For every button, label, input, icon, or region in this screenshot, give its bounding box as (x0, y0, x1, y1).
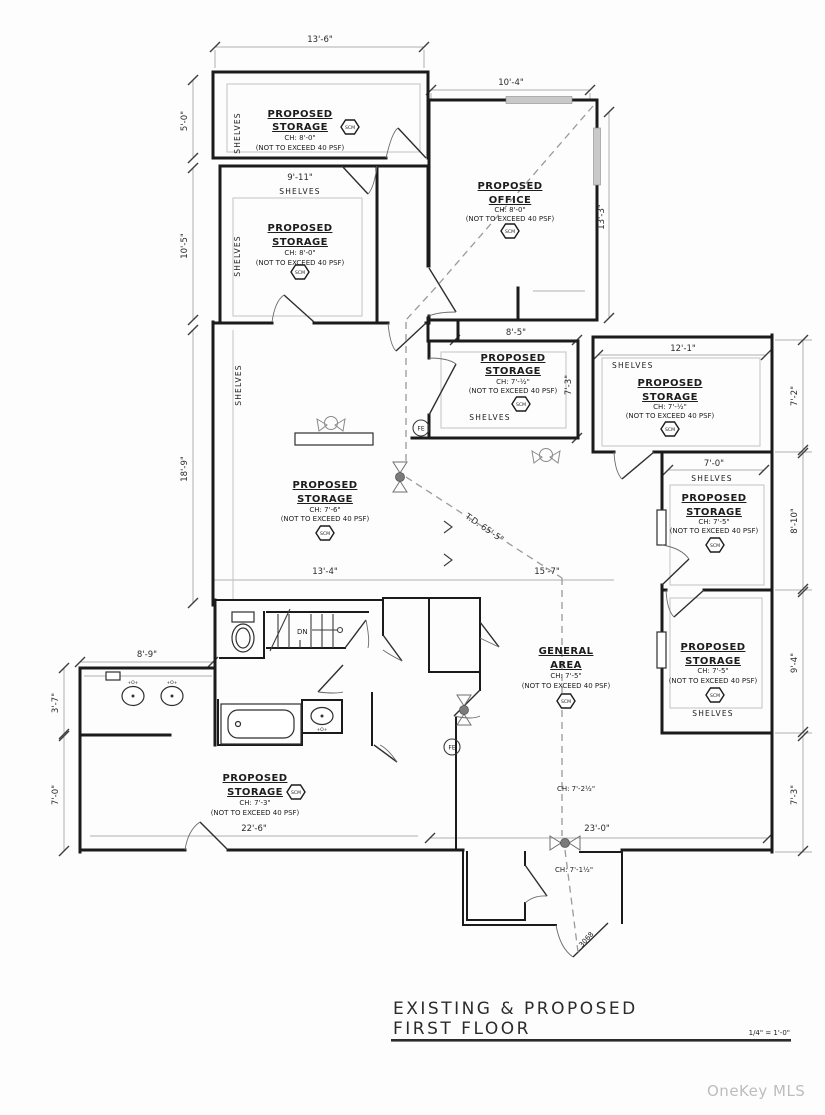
room-psf: (NOT TO EXCEED 40 PSF) (465, 215, 555, 223)
room-name: STORAGE (272, 237, 328, 248)
travel-path (406, 106, 596, 952)
shelves-label: SHELVES (279, 187, 321, 196)
scm-tag: SCM (515, 403, 527, 408)
dim-left-a: 5'-0" (180, 110, 190, 132)
ch-vestibule: CH: 7'-1½" (554, 866, 594, 874)
scm-tag: SCM (709, 694, 721, 699)
room-name: STORAGE (485, 366, 541, 377)
room-psf: (NOT TO EXCEED 40 PSF) (669, 527, 759, 535)
door-tag: 3068 (577, 930, 596, 949)
dim-r5-top: 12'-1" (670, 344, 696, 354)
room-name: STORAGE (297, 494, 353, 505)
room-ch: CH: 8'-0" (494, 206, 526, 214)
room-psf: (NOT TO EXCEED 40 PSF) (521, 682, 611, 690)
dim-r6-top: 7'-0" (703, 459, 725, 469)
room-name: STORAGE (686, 507, 742, 518)
travel-distance-label: T.D. 65'-5" (462, 511, 506, 545)
sink-vanity-1 (122, 687, 144, 706)
room-psf: (NOT TO EXCEED 40 PSF) (625, 412, 715, 420)
room-ch: CH: 7'-½" (653, 403, 687, 411)
scm-tag: SCM (294, 271, 306, 276)
title-line-1: EXISTING & PROPOSED (393, 999, 638, 1019)
dim-general-ref: 15'-7" (534, 567, 560, 577)
dim-bl-top: 8'-9" (136, 650, 158, 660)
room-ch: CH: 8'-0" (284, 134, 316, 142)
fire-extinguisher-symbols (413, 420, 460, 755)
scm-tag: SCM (664, 428, 676, 433)
title-block (391, 999, 791, 1042)
scm-tag: SCM (319, 532, 331, 537)
dim-right-c: 9'-4" (790, 652, 800, 674)
shelves-label: SHELVES (234, 364, 243, 406)
shelves-label: SHELVES (233, 235, 242, 277)
title-underline (391, 1039, 791, 1042)
fe-tag: FE (448, 744, 456, 752)
dn-label: DN (297, 628, 308, 636)
dim-general-bottom: 23'-0" (584, 824, 610, 834)
room-name: PROPOSED (680, 642, 746, 653)
room-name: AREA (550, 660, 582, 671)
room-psf: (NOT TO EXCEED 40 PSF) (255, 259, 345, 267)
faucet-mark: +O+ (166, 681, 178, 686)
shelves-label: SHELVES (612, 361, 654, 370)
scm-tag: SCM (290, 791, 302, 796)
room-psf: (NOT TO EXCEED 40 PSF) (210, 809, 300, 817)
dim-mid-right: 7'-3" (564, 374, 574, 396)
dim-top-left: 13'-6" (307, 35, 333, 45)
room-name: STORAGE (642, 392, 698, 403)
shelf-bar (295, 433, 373, 445)
detector-icon (457, 695, 471, 725)
room-name: PROPOSED (477, 181, 543, 192)
dim-right-a: 7'-2" (790, 385, 800, 407)
scm-tag: SCM (709, 544, 721, 549)
scm-tag: SCM (344, 126, 356, 131)
room-name: STORAGE (227, 787, 283, 798)
dim-right-d: 7'-3" (790, 784, 800, 806)
sink-vanity-2 (161, 687, 183, 706)
shelves-label: SHELVES (233, 112, 242, 154)
room-ch: CH: 7'-5" (697, 667, 729, 675)
room-name: GENERAL (538, 646, 594, 657)
toilet (232, 612, 254, 652)
dim-left-e: 7'-0" (51, 784, 61, 806)
dim-left-c: 18'-9" (180, 456, 190, 482)
room-psf: (NOT TO EXCEED 40 PSF) (668, 677, 758, 685)
room-name: PROPOSED (292, 480, 358, 491)
watermark: OneKey MLS (707, 1082, 806, 1100)
room-name: STORAGE (272, 122, 328, 133)
room-name: PROPOSED (267, 223, 333, 234)
dim-left-b: 10'-5" (180, 233, 190, 259)
dim-bl-width: 22'-6" (241, 824, 267, 834)
fe-tag: FE (417, 425, 425, 433)
dim-mid-top: 8'-5" (505, 328, 527, 338)
detector-icon (393, 462, 407, 492)
fan-icon (317, 417, 345, 432)
shelves-label: SHELVES (691, 474, 733, 483)
room-ch: CH: 7'-6" (309, 506, 341, 514)
room-name: PROPOSED (681, 493, 747, 504)
fan-icon (532, 449, 560, 464)
room-name: STORAGE (685, 656, 741, 667)
room-ch: CH: 8'-0" (284, 249, 316, 257)
sink-bath (311, 708, 333, 725)
shelves-label: SHELVES (692, 709, 734, 718)
dim-office-top: 10'-4" (498, 78, 524, 88)
bathtub (221, 704, 301, 744)
faucet-mark: +O+ (316, 728, 328, 733)
room-name: OFFICE (488, 195, 532, 206)
room-ch: CH: 7'-½" (496, 378, 530, 386)
walls (80, 72, 772, 925)
room-psf: (NOT TO EXCEED 40 PSF) (255, 144, 345, 152)
room-psf: (NOT TO EXCEED 40 PSF) (468, 387, 558, 395)
ch-general-low: CH: 7'-2½" (556, 785, 596, 793)
dim-right-b: 8'-10" (790, 508, 800, 534)
faucet-mark: +O+ (127, 681, 139, 686)
room-name: PROPOSED (222, 773, 288, 784)
dim-office-right: 13'-3" (597, 204, 607, 230)
room-psf: (NOT TO EXCEED 40 PSF) (280, 515, 370, 523)
dim-big-bottom: 13'-4" (312, 567, 338, 577)
room-ch: CH: 7'-5" (698, 518, 730, 526)
dim-left-d: 3'-7" (51, 692, 61, 714)
scm-tag: SCM (504, 230, 516, 235)
scm-tag: SCM (560, 700, 572, 705)
shelves-label: SHELVES (469, 413, 511, 422)
room-name: PROPOSED (637, 378, 703, 389)
room-ch: CH: 7'-3" (239, 799, 271, 807)
annotations (127, 511, 595, 949)
scale-note: 1/4" = 1'-0" (748, 1029, 790, 1037)
dim-room2-top: 9'-11" (287, 173, 313, 183)
room-ch: CH: 7'-5" (550, 672, 582, 680)
title-line-2: FIRST FLOOR (393, 1019, 531, 1039)
room-name: PROPOSED (480, 353, 546, 364)
room-name: PROPOSED (267, 109, 333, 120)
